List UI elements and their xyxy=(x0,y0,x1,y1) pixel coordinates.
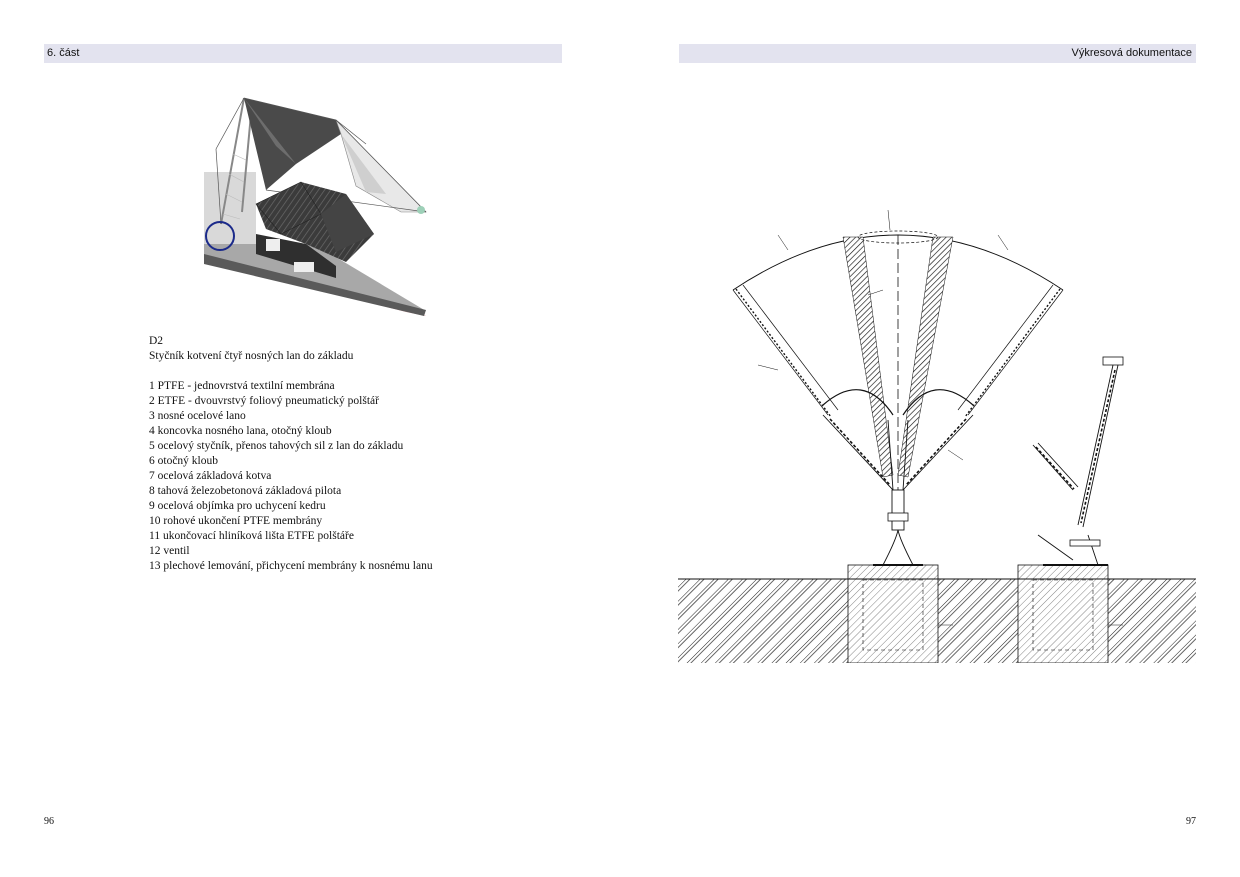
detail-code: D2 xyxy=(149,335,164,347)
legend-list xyxy=(149,379,549,574)
legend-item: 10 rohové ukončení PTFE membrány xyxy=(149,515,323,527)
legend-item: 12 ventil xyxy=(149,545,190,557)
drawing-caption xyxy=(149,334,549,574)
page-number-right: 97 xyxy=(1186,816,1196,827)
legend-item: 6 otočný kloub xyxy=(149,455,218,467)
section-label: 6. část xyxy=(47,47,80,59)
legend-item: 8 tahová železobetonová základová pilota xyxy=(149,485,342,497)
legend-item: 5 ocelový styčník, přenos tahových sil z lan do základu xyxy=(149,440,404,452)
section-header-right xyxy=(679,44,1196,63)
legend-item: 3 nosné ocelové lano xyxy=(149,410,246,422)
page-number-left: 96 xyxy=(44,816,54,827)
3d-model-render xyxy=(196,94,432,316)
legend-item: 9 ocelová objímka pro uchycení kedru xyxy=(149,500,326,512)
legend-item: 2 ETFE - dvouvrstvý foliový pneumatický polštář xyxy=(149,395,379,407)
legend-item: 13 plechové lemování, přichycení membrány k nosnému lanu xyxy=(149,560,433,572)
section-header-left xyxy=(44,44,562,63)
legend-item: 1 PTFE - jednovrstvá textilní membrána xyxy=(149,380,335,392)
chapter-label: Výkresová dokumentace xyxy=(1071,47,1192,59)
detail-title: Styčník kotvení čtyř nosných lan do základu xyxy=(149,350,354,362)
legend-item: 11 ukončovací hliníková lišta ETFE polštáře xyxy=(149,530,354,542)
legend-item: 4 koncovka nosného lana, otočný kloub xyxy=(149,425,332,437)
technical-section-drawing xyxy=(678,205,1196,663)
legend-item: 7 ocelová základová kotva xyxy=(149,470,272,482)
